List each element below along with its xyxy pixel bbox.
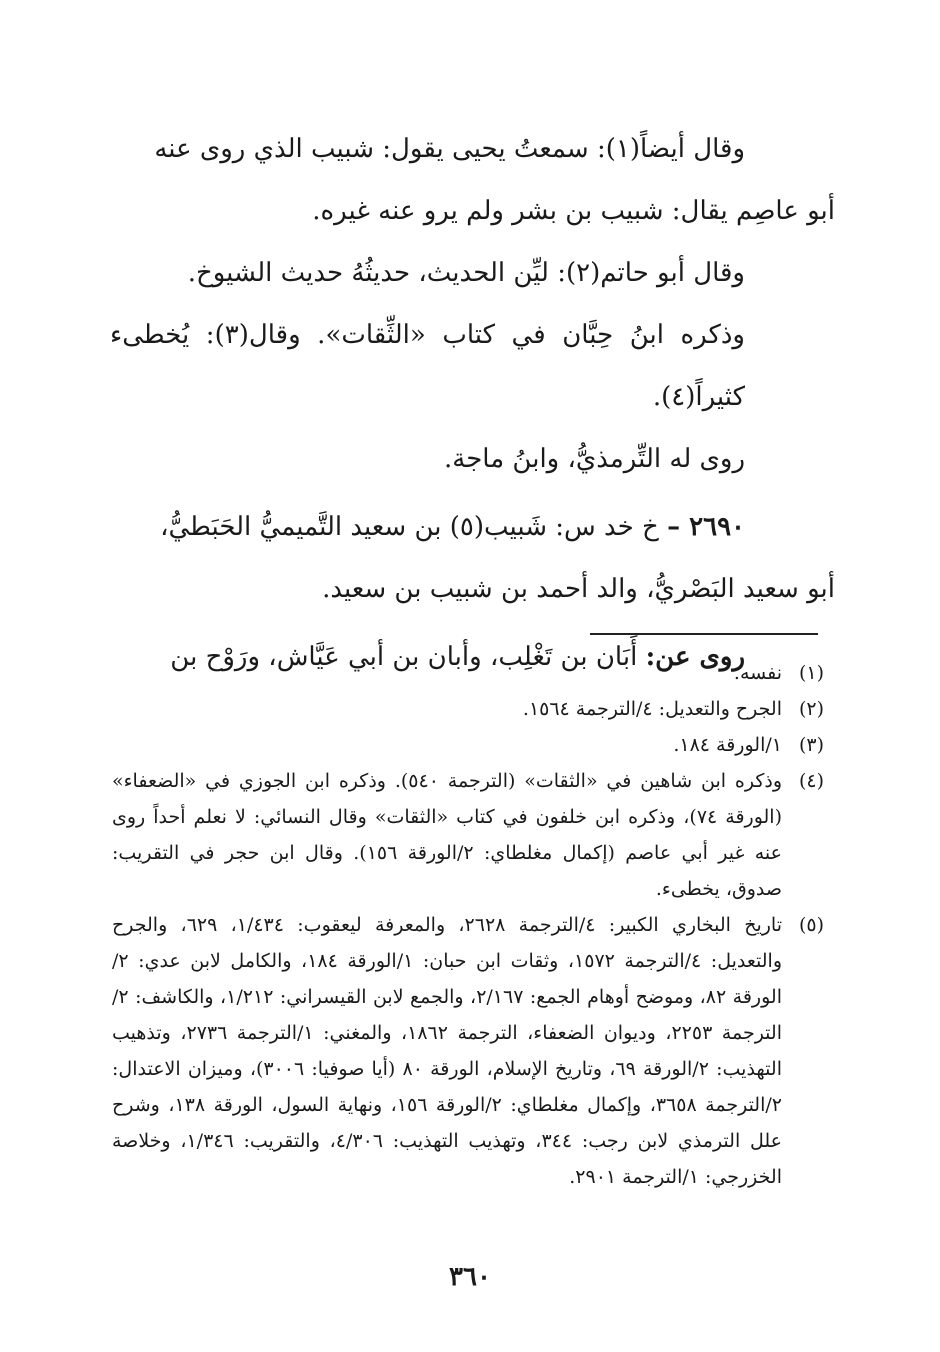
footnote-number: (٥) xyxy=(798,914,824,936)
footnote-1 xyxy=(112,655,824,691)
entry-heading-line1 xyxy=(110,496,835,558)
footnote-text: وذكره ابن شاهين في «الثقات» (الترجمة ٥٤٠). وذكره ابن الجوزي في «الضعفاء» (الورقة ٧٤)، وذكره ابن خلفون في كتاب «الثقات» وقال النسائي: لا نعلم أحداً روى عنه غير أبي عاصم (إكمال مغلطاي: ٢/الورقة ١٥٦). وقال ابن حجر في التقريب: صدوق، يخطىء. xyxy=(112,770,783,900)
footnote-text: الجرح والتعديل: ٤/الترجمة ١٥٦٤. xyxy=(522,698,782,720)
footnotes xyxy=(112,655,824,1195)
footnote-4 xyxy=(112,763,824,907)
footnote-text: تاريخ البخاري الكبير: ٤/الترجمة ٢٦٢٨، والمعرفة ليعقوب: ١/٤٣٤، ٦٢٩، والجرح والتعديل: ٤/الترجمة ١٥٧٢، وثقات ابن حبان: ١/الورقة ١٨٤، والكامل لابن عدي: ٢/الورقة ٨٢، وموضح أوهام الجمع: ٢/١٦٧، والجمع لابن القيسراني: ١/٢١٢، والكاشف: ٢/الترجمة ٢٢٥٣، وديوان الضعفاء، الترجمة ١٨٦٢، والمغني: ١/الترجمة ٢٧٣٦، وتذهيب التهذيب: ٢/الورقة ٦٩، وتاريخ الإسلام، الورقة ٨٠ (أيا صوفيا: ٣٠٠٦)، وميزان الاعتدال: ٢/الترجمة ٣٦٥٨، وإكمال مغلطاي: ٢/الورقة ١٥٦، ونهاية السول، الورقة ١٣٨، وشرح علل الترمذي لابن رجب: ٣٤٤، وتهذيب التهذيب: ٤/٣٠٦، والتقريب: ١/٣٤٦، وخلاصة الخزرجي: ١/الترجمة ٢٩٠١. xyxy=(112,914,782,1188)
page-number: ٣٦٠ xyxy=(449,1262,491,1292)
entry-heading-line2: أبو سعيد البَصْريُّ، والد أحمد بن شبيب بن سعيد. xyxy=(322,574,835,604)
paragraph-ibn-maeen-line1: وقال أيضاً(١): سمعتُ يحيى يقول: شبيب الذي روى عنه xyxy=(154,134,745,164)
footnote-5 xyxy=(112,907,824,1195)
paragraph-abu-hatim: وقال أبو حاتم(٢): ليِّن الحديث، حديثُهُ حديث الشيوخ. xyxy=(187,258,745,288)
paragraph-ibn-hibban: وذكره ابنُ حِبَّان في كتاب «الثِّقات». وقال(٣): يُخطىء كثيراً(٤). xyxy=(110,320,745,412)
footnote-text: ١/الورقة ١٨٤. xyxy=(673,734,782,756)
narrated-from-label: روى عن: xyxy=(645,642,745,672)
footnote-number: (٢) xyxy=(798,698,824,720)
narrated-from-text: أَبَان بن تَغْلِب، وأبان بن أبي عَيَّاش، ورَوْح بن xyxy=(170,642,638,672)
paragraph-ibn-maeen-line2: أبو عاصِم يقال: شبيب بن بشر ولم يرو عنه غيره. xyxy=(312,196,835,226)
footnote-3 xyxy=(112,727,824,763)
footnote-number: (١) xyxy=(798,662,824,684)
entry-title: خ خد س: شَبيب(٥) بن سعيد التَّميميُّ الحَبَطيُّ، xyxy=(160,512,659,542)
footnote-separator xyxy=(590,633,818,635)
footnote-number: (٤) xyxy=(798,770,824,792)
footnote-text: نفسه. xyxy=(733,662,782,684)
main-text xyxy=(110,118,835,688)
paragraph-narrators: روى له التِّرمذيُّ، وابنُ ماجة. xyxy=(444,444,745,474)
footnote-number: (٣) xyxy=(798,734,824,756)
entry-number: ٢٦٩٠ – xyxy=(667,512,745,542)
footnote-2 xyxy=(112,691,824,727)
